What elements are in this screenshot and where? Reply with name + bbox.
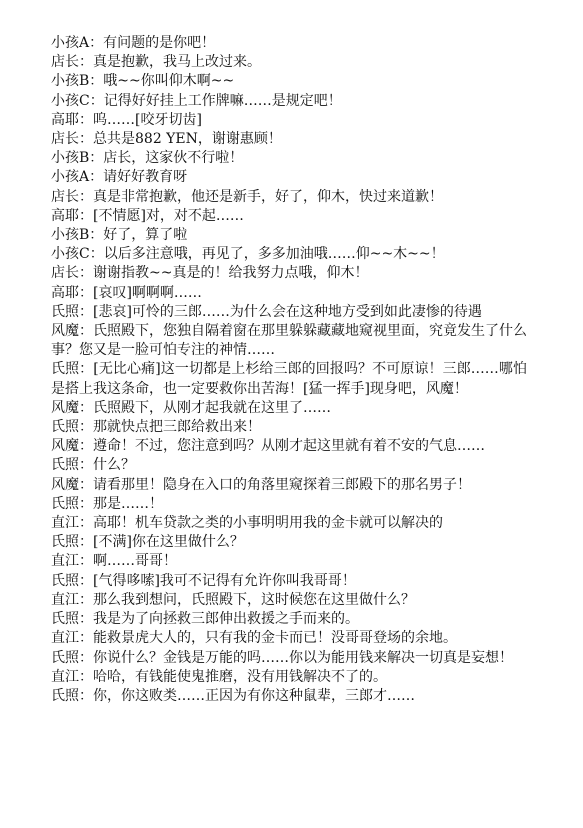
dialogue-line: 小孩C：以后多注意哦，再见了，多多加油哦……仰~~木~~！: [51, 246, 445, 263]
dialogue-line: 店长：谢谢指教~~真是的！给我努力点哦，仰木！: [51, 265, 369, 282]
dialogue-line: 氏照：[悲哀]可怜的三郎……为什么会在这种地方受到如此凄惨的待遇: [51, 303, 482, 320]
dialogue-line: 风魔：遵命！不过，您注意到吗？从刚才起这里就有着不安的气息……: [51, 438, 485, 455]
dialogue-line: 小孩B：好了，算了啦: [51, 227, 188, 244]
dialogue-line: 店长：真是抱歉，我马上改过来。: [51, 54, 261, 71]
dialogue-line: 直江：那么我到想问，氏照殿下，这时候您在这里做什么？: [51, 591, 415, 608]
dialogue-line: 直江：高耶！机车贷款之类的小事明明用我的金卡就可以解决的: [51, 515, 443, 532]
dialogue-line: 风魔：请看那里！隐身在入口的角落里窥探着三郎殿下的那名男子！: [51, 476, 471, 493]
dialogue-line: 风魔：氏照殿下，从刚才起我就在这里了……: [51, 399, 331, 416]
dialogue-line: 直江：能救景虎大人的，只有我的金卡而已！没哥哥登场的余地。: [51, 630, 457, 647]
dialogue-line: 氏照：那就快点把三郎给救出来！: [51, 419, 261, 436]
dialogue-line: 直江：啊……哥哥！: [51, 553, 177, 570]
dialogue-line: 氏照：你说什么？金钱是万能的吗……你以为能用钱来解决一切真是妄想！: [51, 649, 513, 666]
dialogue-line: 氏照：我是为了向拯救三郎伸出救援之手而来的。: [51, 611, 359, 628]
dialogue-line: 直江：哈哈，有钱能使鬼推磨，没有用钱解决不了的。: [51, 668, 387, 685]
dialogue-line: 氏照：什么？: [51, 457, 135, 474]
dialogue-text-block: [51, 34, 527, 706]
dialogue-line: 高耶：[哀叹]啊啊啊……: [51, 284, 202, 301]
dialogue-line: 高耶：[不情愿]对，对不起……: [51, 207, 244, 224]
dialogue-line: 高耶：呜……[咬牙切齿]: [51, 111, 202, 128]
dialogue-line: 小孩B：店长，这家伙不行啦！: [51, 150, 244, 167]
dialogue-line: 小孩A：有问题的是你吧！: [51, 35, 216, 51]
dialogue-line: 店长：总共是882 YEN，谢谢惠顾！: [51, 131, 282, 148]
dialogue-line: 氏照：[不满]你在这里做什么？: [51, 534, 244, 551]
dialogue-line: 店长：真是非常抱歉，他还是新手，好了，仰木，快过来道歉！: [51, 188, 443, 205]
dialogue-line: 氏照：[气得哆嗦]我可不记得有允许你叫我哥哥！: [51, 572, 356, 589]
dialogue-line: 小孩C：记得好好挂上工作牌嘛……是规定吧！: [51, 92, 342, 109]
dialogue-line: 氏照：那是……！: [51, 495, 163, 512]
dialogue-line: 氏照：你，你这败类……正因为有你这种鼠辈，三郎才……: [51, 687, 415, 704]
dialogue-line: 氏照：[无比心痛]这一切都是上杉给三郎的回报吗？不可原谅！三郎……哪怕是搭上我这条命，也一定要救你出苦海！[猛一挥手]现身吧，风魔！: [51, 361, 527, 397]
dialogue-line: 小孩B：哦~~你叫仰木啊~~: [51, 73, 235, 90]
dialogue-line: 小孩A：请好好教育呀: [51, 169, 188, 186]
dialogue-line: 风魔：氏照殿下，您独自隔着窗在那里躲躲藏藏地窥视里面，究竟发生了什么事？您又是一脸可怕专注的神情……: [51, 323, 527, 359]
